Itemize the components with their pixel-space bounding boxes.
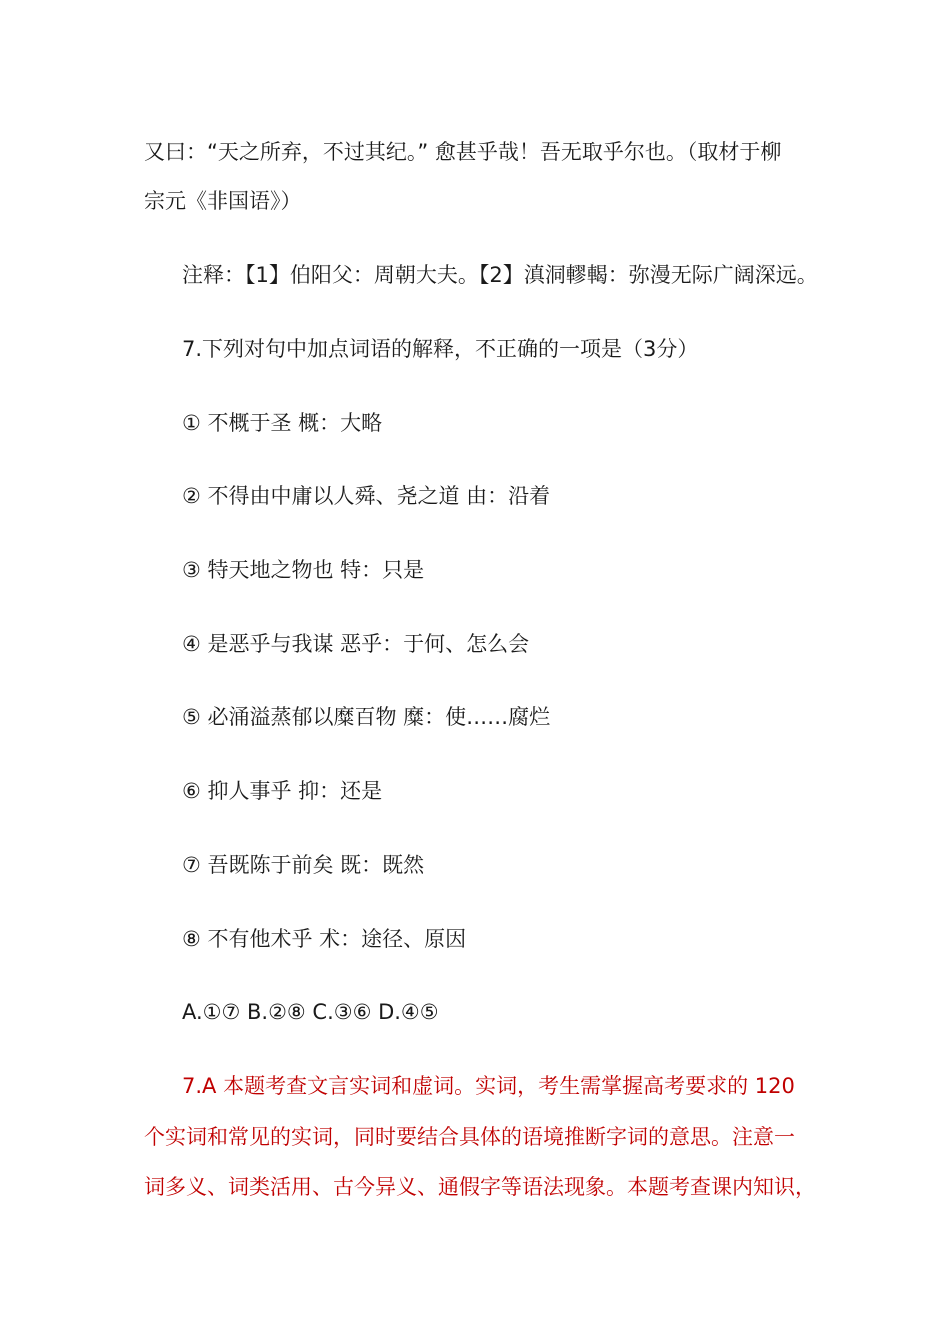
passage-line-2: 宗元《非国语》） — [144, 189, 302, 213]
question-item-3: ③ 特天地之物也 特：只是 — [182, 558, 425, 582]
answer-explanation-line-2: 个实词和常见的实词，同时要结合具体的语境推断字词的意思。注意一 — [144, 1125, 795, 1149]
question-item-8: ⑧ 不有他术乎 术：途径、原因 — [182, 927, 467, 951]
passage-line-1: 又曰：“天之所弃，不过其纪。” 愈甚乎哉！吾无取乎尔也。（取材于柳 — [144, 140, 782, 164]
answer-explanation-line-1: 7.A 本题考查文言实词和虚词。实词，考生需掌握高考要求的 120 — [182, 1074, 795, 1098]
question-item-6: ⑥ 抑人事乎 抑：还是 — [182, 779, 383, 803]
question-item-7: ⑦ 吾既陈于前矣 既：既然 — [182, 853, 425, 877]
question-item-4: ④ 是恶乎与我谋 恶乎：于何、怎么会 — [182, 632, 530, 656]
answer-explanation-line-3: 词多义、词类活用、古今异义、通假字等语法现象。本题考查课内知识， — [144, 1175, 816, 1199]
question-stem: 7.下列对句中加点词语的解释，不正确的一项是（3分） — [182, 337, 699, 361]
annotation-note: 注释：【1】伯阳父：周朝大夫。【2】滇洞轇輵：弥漫无际广阔深远。 — [182, 263, 818, 287]
answer-options: A.①⑦ B.②⑧ C.③⑥ D.④⑤ — [182, 1000, 439, 1024]
question-item-2: ② 不得由中庸以人舜、尧之道 由：沿着 — [182, 484, 551, 508]
question-item-5: ⑤ 必涌溢蒸郁以糜百物 糜：使……腐烂 — [182, 705, 551, 729]
question-item-1: ① 不概于圣 概：大略 — [182, 411, 383, 435]
